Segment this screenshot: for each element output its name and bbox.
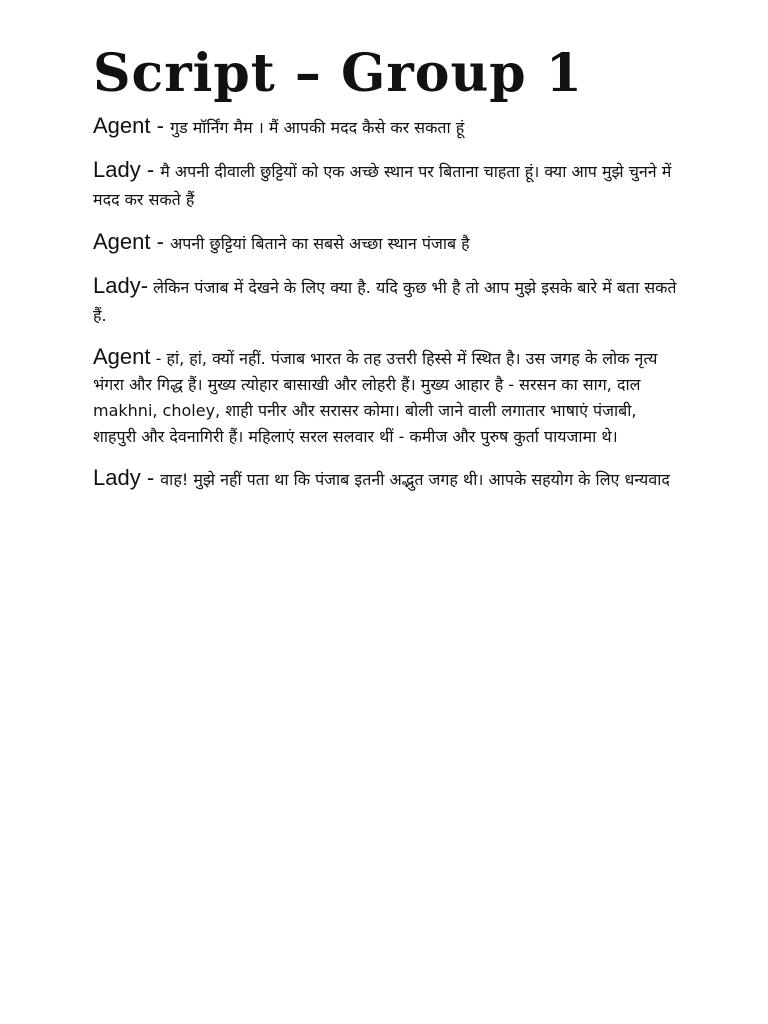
dialogue-text: मै अपनी दीवाली छुट्टियों को एक अच्छे स्थान पर बिताना चाहता हूं। क्या आप मुझे चुनने में मदद कर सकते हैं xyxy=(93,162,672,209)
dialogue-text: अपनी छुट्टियां बिताने का सबसे अच्छा स्थान पंजाब है xyxy=(170,234,470,253)
speaker-label: Lady xyxy=(93,465,141,490)
dialogue-line-5 xyxy=(93,344,678,450)
dialogue-line-6 xyxy=(93,464,678,494)
dialogue-line-2 xyxy=(93,156,678,214)
dialogue-line-1 xyxy=(93,112,678,142)
dialogue-text: वाह! मुझे नहीं पता था कि पंजाब इतनी अद्भुत जगह थी। आपके सहयोग के लिए धन्यवाद xyxy=(160,470,670,489)
speaker-separator: - xyxy=(150,113,171,138)
speaker-label: Lady xyxy=(93,157,141,182)
speaker-label: Agent xyxy=(93,344,151,369)
speaker-separator: - xyxy=(150,229,171,254)
speaker-label: Agent xyxy=(93,229,151,254)
speaker-separator: - xyxy=(150,349,167,368)
speaker-label: Agent xyxy=(93,113,151,138)
dialogue-line-4 xyxy=(93,272,678,330)
document-title: Script – Group 1 xyxy=(93,43,583,104)
document-page xyxy=(93,40,678,508)
dialogue-text: लेकिन पंजाब में देखने के लिए क्या है. यदि कुछ भी है तो आप मुझे इसके बारे में बता सकते हैं. xyxy=(93,278,677,325)
speaker-separator: - xyxy=(140,465,161,490)
speaker-separator: - xyxy=(140,157,161,182)
dialogue-text: हां, हां, क्यों नहीं. पंजाब भारत के तह उत्तरी हिस्से में स्थित है। उस जगह के लोक नृत्य भंगरा और गिद्ध हैं। मुख्य त्योहार बासाखी और लोहरी हैं। मुख्य आहार है - सरसन का साग, दाल makhni, choley, शाही पनीर और सरासर कोमा। बोली जाने वाली लगातार भाषाएं पंजाबी, शाहपुरी और देवनागिरी हैं। महिलाएं सरल सलवार थीं - कमीज और पुरुष कुर्ता पायजामा थे। xyxy=(93,349,658,446)
dialogue-text: गुड मॉर्निंग मैम । मैं आपकी मदद कैसे कर सकता हूं xyxy=(170,118,465,137)
speaker-label: Lady- xyxy=(93,273,149,298)
dialogue-line-3 xyxy=(93,228,678,258)
